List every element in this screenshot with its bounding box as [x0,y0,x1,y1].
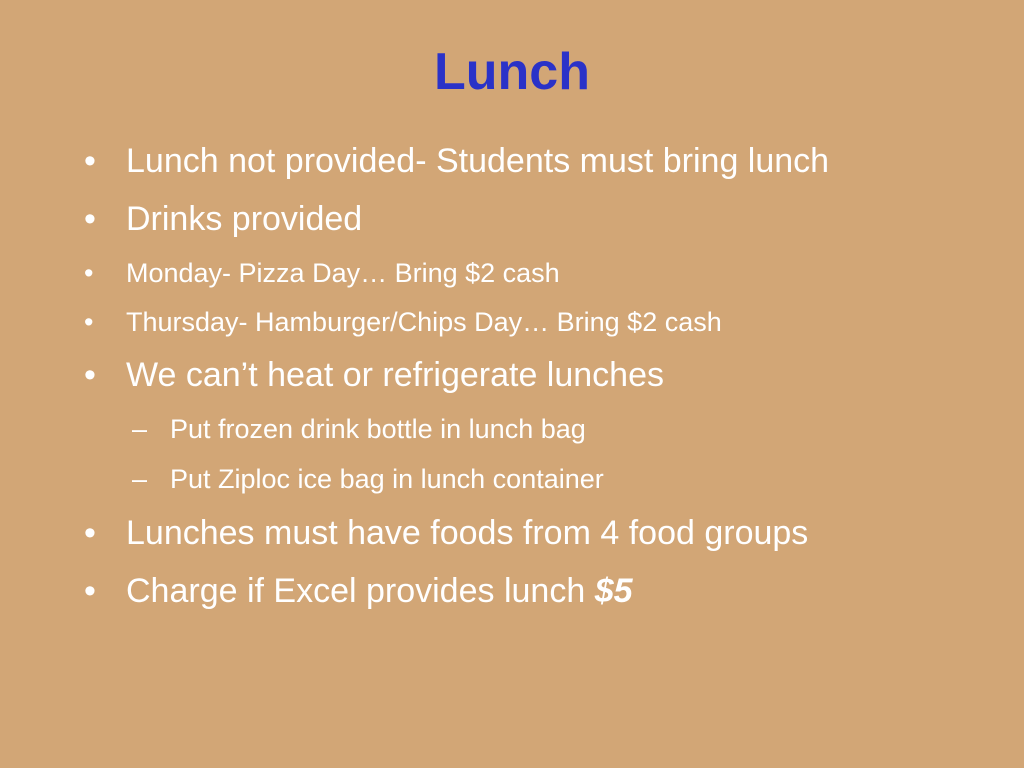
bullet-item [84,303,964,341]
bullet-marker: • [84,514,96,552]
bullet-text: Monday- Pizza Day… Bring $2 cash [126,258,560,288]
bullet-text: Lunch not provided- Students must bring lunch [126,142,830,180]
sub-bullet-item [132,460,964,498]
bullet-item [84,138,964,184]
price-emphasis: $5 [594,572,633,610]
slide-title: Lunch [434,43,590,101]
bullet-marker: • [84,258,94,288]
bullet-marker: • [84,142,96,180]
bullet-item [84,510,964,556]
bullet-text: Charge if Excel provides lunch [126,572,595,610]
bullet-text: Thursday- Hamburger/Chips Day… Bring $2 cash [126,307,722,337]
bullet-item [84,568,964,614]
bullet-text: We can’t heat or refrigerate lunches [126,356,664,394]
sub-bullet-text: Put Ziploc ice bag in lunch container [170,464,604,494]
bullet-item [84,254,964,292]
bullet-list [84,138,964,626]
sub-bullet-marker: – [132,464,148,494]
sub-bullet-marker: – [132,414,148,444]
bullet-marker: • [84,572,96,610]
sub-bullet-item [132,410,964,448]
bullet-marker: • [84,307,94,337]
bullet-item [84,196,964,242]
bullet-marker: • [84,356,96,394]
bullet-text: Lunches must have foods from 4 food groups [126,514,809,552]
bullet-item [84,352,964,398]
bullet-text: Drinks provided [126,200,363,238]
bullet-marker: • [84,200,96,238]
sub-bullet-text: Put frozen drink bottle in lunch bag [170,414,586,444]
